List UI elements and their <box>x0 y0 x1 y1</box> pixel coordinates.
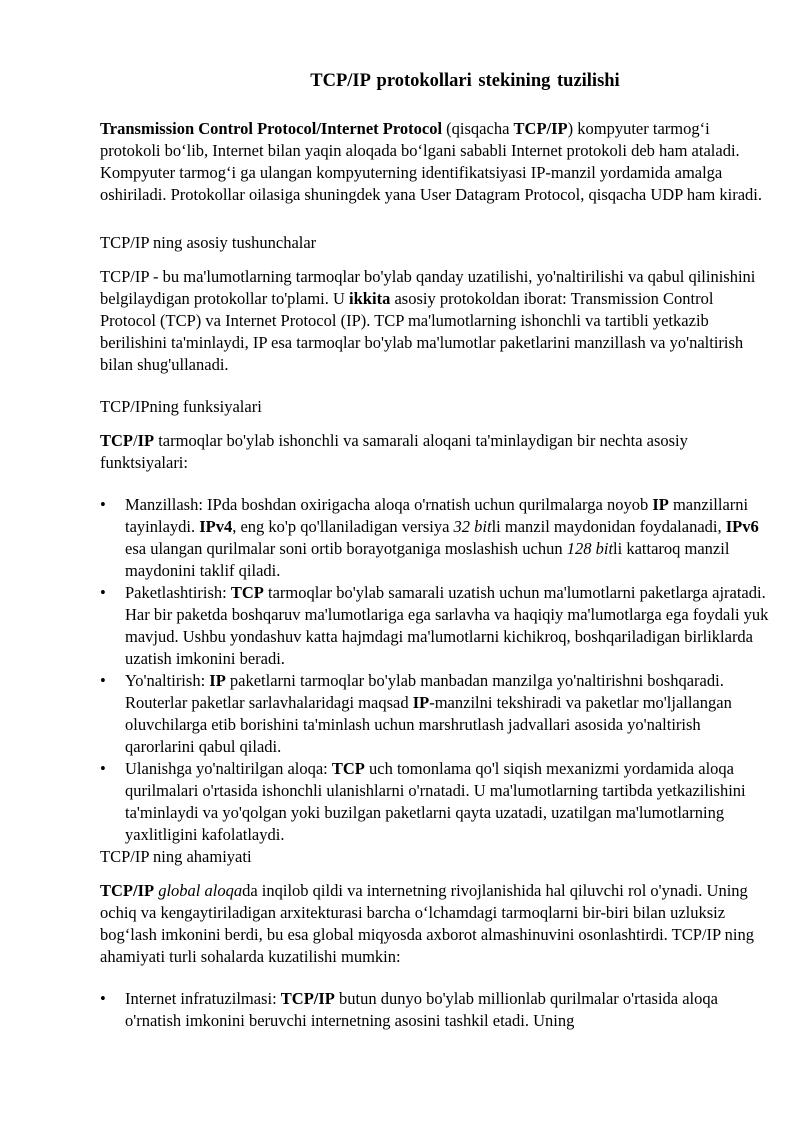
item-text: Yo'naltirish: <box>125 671 210 690</box>
bullet-icon: • <box>100 989 106 1008</box>
concepts-paragraph <box>100 266 770 376</box>
concepts-bold-ikkita: ikkita <box>349 289 391 308</box>
item-text: tarmoqlar bo'ylab samarali uzatish uchun ma'lumotlarni paketlarga ajratadi. Har bir paketda boshqaruv ma'lumotlariga ega sarlavha va haqiqiy ma'lumotlarga ega foydali yuk mavjud. Ushbu yondashuv katta hajmdagi ma'lumotlarni kichikroq, boshqariladigan birliklarda uzatish imkonini beradi. <box>125 583 769 668</box>
item-text: butun dunyo bo'ylab millionlab qurilmalar o'rtasida aloqa o'rnatish imkonini beruvchi internetning asosini tashkil etadi. Uning <box>125 989 718 1030</box>
item-text: Ulanishga yo'naltirilgan aloqa: <box>125 759 332 778</box>
concepts-text-1: TCP/IP - bu ma'lumotlarning tarmoqlar bo'ylab qanday uzatilishi, yo'naltirilishi va qabul qilinishini belgilaydigan protokollar to'plami. U <box>100 267 756 308</box>
item-bold: IP <box>412 693 430 712</box>
bullet-icon: • <box>100 495 106 514</box>
item-text: esa ulangan qurilmalar soni ortib borayotganiga moslashish uchun <box>125 539 567 558</box>
item-bold: IPv6 <box>725 517 759 536</box>
functions-bold-ip: IP <box>137 431 155 450</box>
item-bold: TCP/IP <box>280 989 335 1008</box>
item-text: paketlarni tarmoqlar bo'ylab manbadan manzilga yo'naltirishni boshqaradi. Routerlar paketlar sarlavhalaridagi maqsad <box>125 671 724 712</box>
intro-paragraph <box>100 118 770 206</box>
item-text: Paketlashtirish: <box>125 583 231 602</box>
item-text: uch tomonlama qo'l siqish mexanizmi yordamida aloqa qurilmalari o'rtasida ishonchli ulanishlarni o'rnatadi. U ma'lumotlarning tartibda yetkazilishini ta'minlaydi va yo'qolgan yoki buzilgan paketlarni qayta uzatadi, uzatilgan ma'lumotlarning yaxlitligini kafolatlaydi. <box>125 759 746 844</box>
bullet-icon: • <box>100 583 106 602</box>
item-text: , eng ko'p qo'llaniladigan versiya <box>232 517 454 536</box>
functions-bold-tcp: TCP <box>100 431 133 450</box>
bullet-icon: • <box>100 759 106 778</box>
item-text: -manzilni tekshiradi va paketlar mo'ljallangan oluvchilarga etib borishini ta'minlash uchun marshrutlash jadvallari asosida yo'naltirish qarorlarini qabul qiladi. <box>125 693 732 756</box>
item-text: manzillarni tayinlaydi. <box>125 495 749 536</box>
item-italic: 32 bit <box>453 517 492 536</box>
item-text: li kattaroq manzil maydonini taklif qiladi. <box>125 539 730 580</box>
importance-italic-global: global aloqa <box>158 881 243 900</box>
importance-paragraph <box>100 880 770 968</box>
page-title: TCP/IP protokollari stekining tuzilishi <box>310 71 620 91</box>
list-item <box>100 758 770 846</box>
list-item <box>100 582 770 670</box>
item-text: Manzillash: IPda boshdan oxirigacha aloqa o'rnatish uchun qurilmalarga noyob <box>125 495 653 514</box>
item-bold: IP <box>209 671 226 690</box>
functions-slash: / <box>133 431 138 450</box>
functions-list <box>100 494 770 846</box>
item-bold: IPv4 <box>199 517 233 536</box>
list-item <box>100 670 770 758</box>
functions-intro-paragraph <box>100 430 770 474</box>
item-bold: TCP <box>230 583 264 602</box>
section-heading-concepts: TCP/IP ning asosiy tushunchalar <box>100 233 317 252</box>
list-item <box>100 494 770 582</box>
intro-text-2: ) kompyuter tarmog‘i protokoli bo‘lib, Internet bilan yaqin aloqada bo‘lgani sababli Internet protokoli deb ham ataladi. Kompyuter tarmog‘i ga ulangan kompyuterning identifikatsiyasi IP-manzil yordamida amalga oshiriladi. Protokollar oilasiga shuningdek yana User Datagram Protocol, qisqacha UDP ham kiradi. <box>100 119 762 204</box>
item-text: li manzil maydonidan foydalanadi, <box>491 517 726 536</box>
intro-bold-protocol-name: Transmission Control Protocol/Internet Protocol <box>100 119 443 138</box>
item-text: Internet infratuzilmasi: <box>125 989 281 1008</box>
item-bold: IP <box>652 495 669 514</box>
intro-text-1: (qisqacha <box>442 119 514 138</box>
importance-list <box>100 988 770 1032</box>
concepts-text-2: asosiy protokoldan iborat: Transmission Control Protocol (TCP) va Internet Protocol (IP). TCP ma'lumotlarning ishonchli va tartibli yetkazib berilishini ta'minlaydi, IP esa tarmoqlar bo'ylab ma'lumotlar paketlarini manzillash va yo'naltirish bilan shug'ullanadi. <box>100 289 744 374</box>
importance-text: da inqilob qildi va internetning rivojlanishida hal qiluvchi rol o'ynadi. Uning ochiq va kengaytiriladigan arxitekturasi barcha o‘lchamdagi tarmoqlarni bir-biri bilan uzluksiz bog‘lash imkonini berdi, bu esa global miqyosda axborot almashinuvini osonlashtirdi. TCP/IP ning ahamiyati turli sohalarda kuzatilishi mumkin: <box>100 881 754 966</box>
functions-intro-text: tarmoqlar bo'ylab ishonchli va samarali aloqani ta'minlaydigan bir nechta asosiy funktsiyalari: <box>100 431 688 472</box>
importance-bold-tcpip: TCP/IP <box>100 881 155 900</box>
bullet-icon: • <box>100 671 106 690</box>
intro-bold-abbrev: TCP/IP <box>513 119 568 138</box>
section-heading-importance: TCP/IP ning ahamiyati <box>100 847 252 866</box>
item-italic: 128 bit <box>566 539 614 558</box>
list-item <box>100 988 770 1032</box>
section-heading-functions: TCP/IPning funksiyalari <box>100 397 262 416</box>
item-bold: TCP <box>331 759 365 778</box>
